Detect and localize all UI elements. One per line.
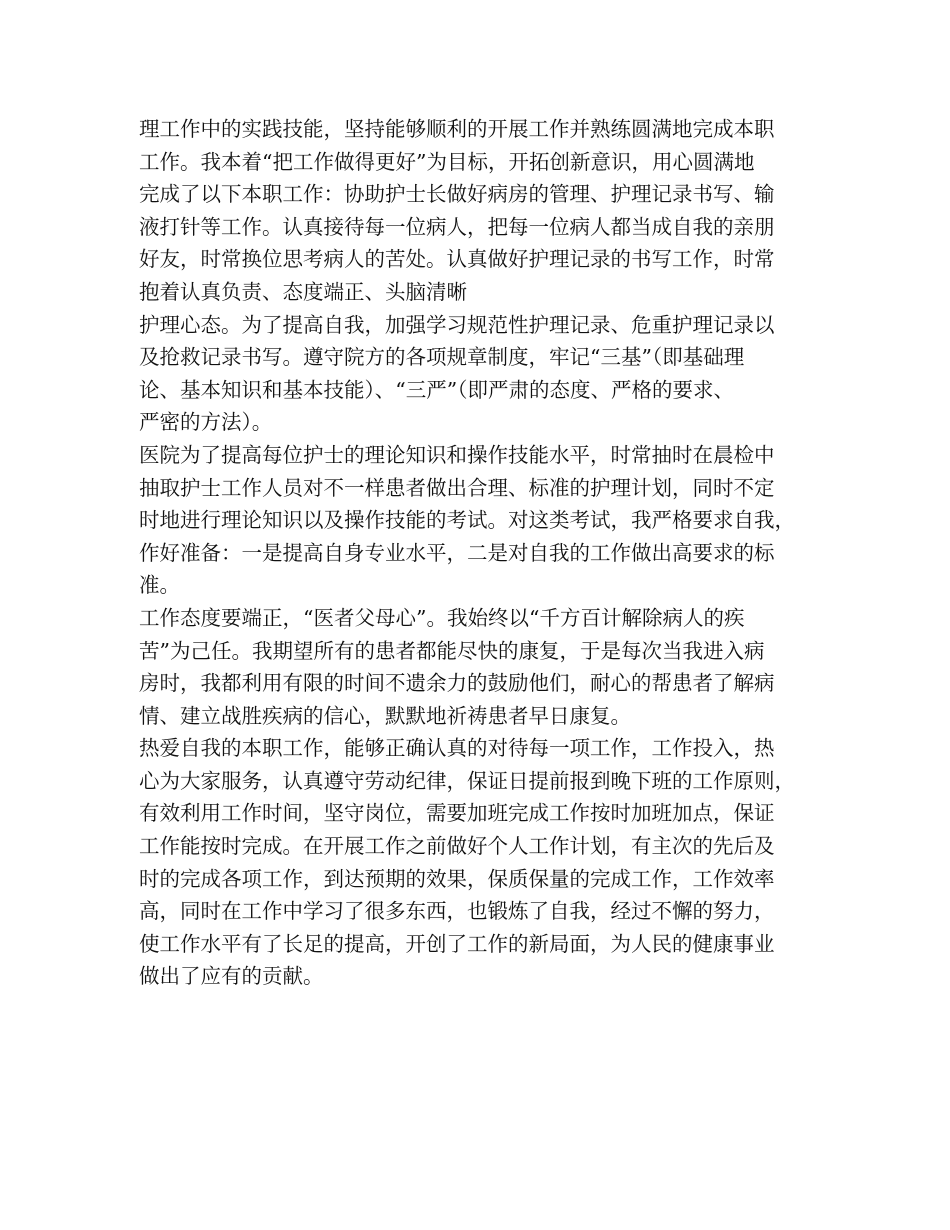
text-line: 准。 bbox=[139, 573, 180, 598]
text-line: 房时，我都利用有限的时间不遗余力的鼓励他们，耐心的帮患者了解病 bbox=[139, 671, 775, 696]
text-line: 使工作水平有了长足的提高，开创了工作的新局面，为人民的健康事业 bbox=[139, 931, 775, 956]
text-line: 工作。我本着“把工作做得更好”为目标，开拓创新意识，用心圆满地 bbox=[139, 149, 755, 174]
text-line: 护理心态。为了提高自我，加强学习规范性护理记录、危重护理记录以 bbox=[139, 312, 775, 337]
text-line: 时的完成各项工作，到达预期的效果，保质保量的完成工作，工作效率 bbox=[139, 866, 775, 891]
text-line: 高，同时在工作中学习了很多东西，也锻炼了自我，经过不懈的努力， bbox=[139, 899, 775, 924]
text-line: 液打针等工作。认真接待每一位病人，把每一位病人都当成自我的亲朋 bbox=[139, 214, 775, 239]
text-line: 及抢救记录书写。遵守院方的各项规章制度，牢记“三基”（即基础理 bbox=[139, 345, 745, 370]
text-line: 有效利用工作时间，坚守岗位，需要加班完成工作按时加班加点，保证 bbox=[139, 801, 775, 826]
text-line: 作好准备：一是提高自身专业水平，二是对自我的工作做出高要求的标 bbox=[139, 540, 775, 565]
text-line: 情、建立战胜疾病的信心，默默地祈祷患者早日康复。 bbox=[139, 703, 631, 728]
text-line: 好友，时常换位思考病人的苦处。认真做好护理记录的书写工作，时常 bbox=[139, 247, 775, 272]
text-line: 做出了应有的贡献。 bbox=[139, 964, 324, 989]
text-line: 抽取护士工作人员对不一样患者做出合理、标准的护理计划，同时不定 bbox=[139, 475, 775, 500]
text-line: 完成了以下本职工作：协助护士长做好病房的管理、护理记录书写、输 bbox=[139, 182, 775, 207]
text-line: 工作能按时完成。在开展工作之前做好个人工作计划，有主次的先后及 bbox=[139, 834, 775, 859]
text-line: 论、基本知识和基本技能）、“三严”（即严肃的态度、严格的要求、 bbox=[139, 377, 734, 402]
text-line: 工作态度要端正，“医者父母心”。我始终以“千方百计解除病人的疾 bbox=[139, 605, 745, 630]
text-line: 严密的方法）。 bbox=[139, 410, 273, 435]
text-line: 抱着认真负责、态度端正、头脑清晰 bbox=[139, 279, 467, 304]
text-line: 医院为了提高每位护士的理论知识和操作技能水平，时常抽时在晨检中 bbox=[139, 442, 775, 467]
text-line: 苦”为己任。我期望所有的患者都能尽快的康复，于是每次当我进入病 bbox=[139, 638, 765, 663]
text-line: 理工作中的实践技能，坚持能够顺利的开展工作并熟练圆满地完成本职 bbox=[139, 117, 775, 141]
text-line: 时地进行理论知识以及操作技能的考试。对这类考试，我严格要求自我， bbox=[139, 508, 795, 533]
document-body bbox=[139, 113, 839, 993]
text-line: 热爱自我的本职工作，能够正确认真的对待每一项工作，工作投入，热 bbox=[139, 736, 775, 761]
text-line: 心为大家服务，认真遵守劳动纪律，保证日提前报到晚下班的工作原则， bbox=[139, 768, 795, 793]
